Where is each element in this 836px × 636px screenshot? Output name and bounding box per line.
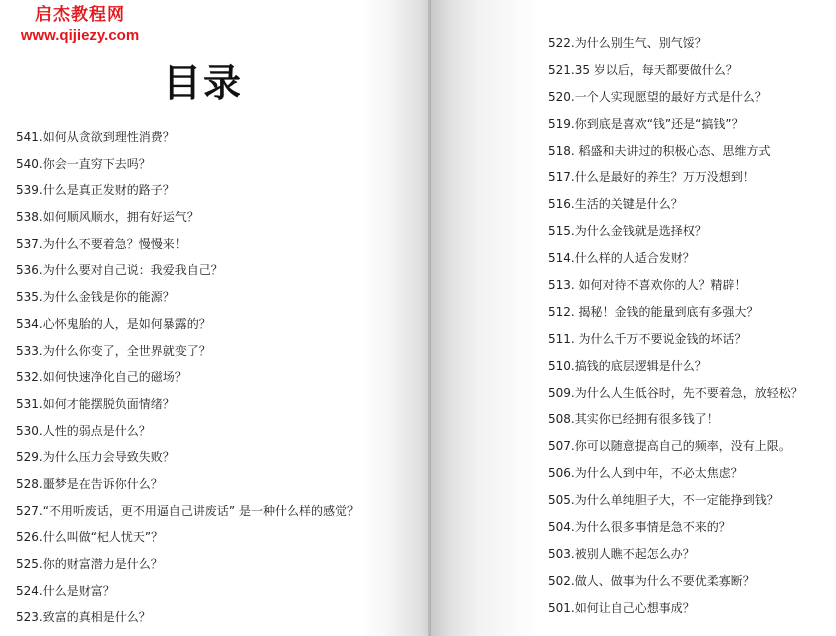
toc-entry: 515.为什么金钱就是选择权？ [548, 224, 707, 239]
toc-entry: 533.为什么你变了，全世界就变了？ [16, 343, 211, 358]
toc-entry: 509.为什么人生低谷时，先不要着急，放轻松？ [548, 385, 803, 400]
toc-entry: 503.被别人瞧不起怎么办？ [548, 546, 695, 561]
toc-entry: 526.什么叫做“杞人忧天”？ [16, 530, 164, 545]
toc-entry: 507.你可以随意提高自己的频率，没有上限。 [548, 439, 791, 454]
toc-entry: 514.什么样的人适合发财？ [548, 251, 695, 266]
toc-list-right [548, 30, 803, 622]
toc-entry: 516.生活的关键是什么？ [548, 197, 683, 212]
toc-entry: 525.你的财富潜力是什么？ [16, 557, 163, 571]
toc-entry: 518. 稻盛和夫讲过的积极心态、思维方式 [548, 143, 771, 158]
toc-entry: 522.为什么别生气、别气馁？ [548, 36, 707, 50]
toc-entry: 506.为什么人到中年，不必太焦虑？ [548, 466, 743, 481]
toc-entry: 534.心怀鬼胎的人，是如何暴露的？ [16, 316, 211, 331]
toc-entry: 528.噩梦是在告诉你什么？ [16, 476, 163, 491]
toc-entry: 519.你到底是喜欢“钱”还是“搞钱”？ [548, 116, 744, 131]
toc-entry: 524.什么是财富？ [16, 583, 115, 598]
toc-entry: 535.为什么金钱是你的能源？ [16, 290, 175, 305]
toc-entry: 529.为什么压力会导致失败？ [16, 450, 175, 465]
toc-title: 目录 [163, 61, 244, 105]
watermark-site-url: www.qijiezy.com [20, 27, 140, 44]
toc-entry: 505.为什么单纯胆子大，不一定能挣到钱？ [548, 493, 779, 508]
toc-entry: 532.如何快速净化自己的磁场？ [16, 370, 187, 385]
toc-entry: 537.为什么不要着急？慢慢来！ [16, 236, 187, 251]
toc-entry: 539.什么是真正发财的路子？ [16, 183, 175, 198]
toc-entry: 530.人性的弱点是什么？ [16, 423, 151, 438]
watermark [0, 4, 160, 45]
watermark-site-name: 启杰教程网 [35, 5, 125, 25]
book-spine-seam [428, 0, 431, 636]
toc-entry: 538.如何顺风顺水，拥有好运气？ [16, 210, 199, 225]
toc-entry: 517.什么是最好的养生？万万没想到！ [548, 170, 755, 185]
toc-list-left [16, 124, 359, 631]
toc-entry: 502.做人、做事为什么不要优柔寡断？ [548, 573, 755, 588]
toc-entry: 541.如何从贪欲到理性消费？ [16, 130, 175, 144]
toc-entry: 523.致富的真相是什么？ [16, 610, 151, 625]
toc-entry: 513. 如何对待不喜欢你的人？精辟！ [548, 278, 747, 293]
toc-entry: 510.搞钱的底层逻辑是什么？ [548, 358, 707, 373]
toc-entry: 540.你会一直穷下去吗？ [16, 156, 151, 171]
toc-entry: 536.为什么要对自己说：我爱我自己？ [16, 263, 223, 278]
toc-entry: 512. 揭秘！金钱的能量到底有多强大？ [548, 304, 759, 319]
toc-entry: 531.如何才能摆脱负面情绪？ [16, 396, 175, 411]
toc-entry: 501.如何让自己心想事成？ [548, 600, 695, 615]
toc-entry: 511. 为什么千万不要说金钱的坏话？ [548, 331, 747, 346]
toc-entry: 508.其实你已经拥有很多钱了！ [548, 412, 719, 427]
toc-entry: 504.为什么很多事情是急不来的？ [548, 520, 731, 535]
toc-entry: 520.一个人实现愿望的最好方式是什么？ [548, 89, 767, 104]
toc-entry: 527.“不用听废话，更不用逼自己讲废话” 是一种什么样的感觉？ [16, 503, 359, 518]
toc-entry: 521.35 岁以后，每天都要做什么？ [548, 62, 738, 77]
right-page [418, 0, 836, 636]
